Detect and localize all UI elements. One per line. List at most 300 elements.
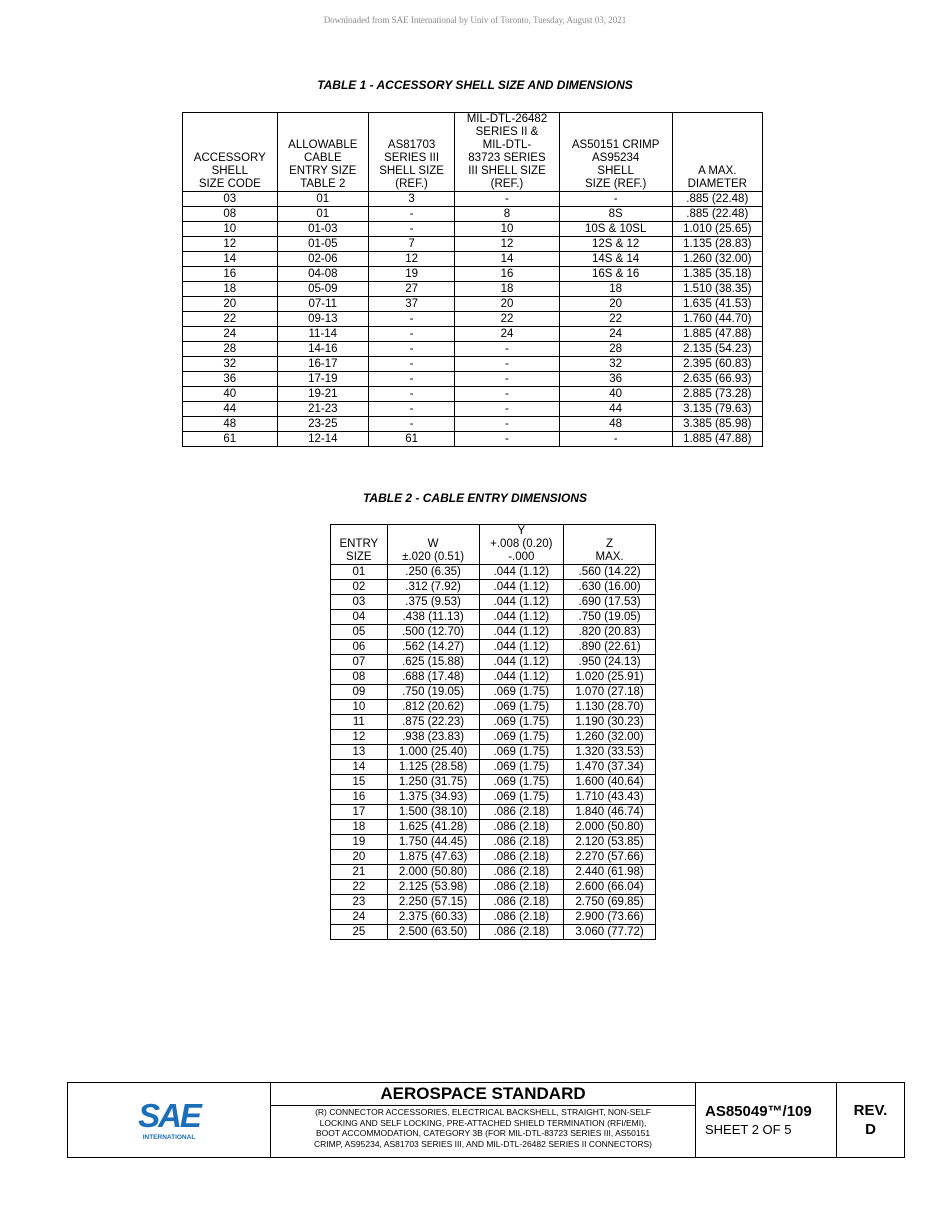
table-cell: 3.135 (79.63) (672, 402, 762, 417)
table-cell: 16-17 (277, 357, 368, 372)
revision-label: REV. (853, 1102, 888, 1119)
table-cell: 1.840 (46.74) (564, 805, 656, 820)
table-row (183, 192, 763, 207)
table-cell: 1.125 (28.58) (387, 760, 479, 775)
table-cell: 19 (369, 267, 455, 282)
table-cell: .044 (1.12) (479, 565, 564, 580)
table-cell: 16 (455, 267, 560, 282)
table-cell: 2.750 (69.85) (564, 895, 656, 910)
header-line: ENTRY (339, 538, 379, 550)
table-row (183, 357, 763, 372)
table-cell: 24 (559, 327, 672, 342)
header-line: ENTRY SIZE (289, 165, 357, 177)
table-cell: 07-11 (277, 297, 368, 312)
table-cell: 24 (331, 910, 388, 925)
table-cell: 1.250 (31.75) (387, 775, 479, 790)
table-cell: .086 (2.18) (479, 835, 564, 850)
table-cell: .250 (6.35) (387, 565, 479, 580)
table1-header-col-5 (559, 113, 672, 192)
table-cell: 1.510 (38.35) (672, 282, 762, 297)
table-cell: - (369, 372, 455, 387)
table2-title: TABLE 2 - CABLE ENTRY DIMENSIONS (362, 491, 588, 505)
accessory-shell-size-table (182, 112, 763, 447)
table-cell: .812 (20.62) (387, 700, 479, 715)
table-cell: 10 (455, 222, 560, 237)
table1-header-col-6 (672, 113, 762, 192)
table-cell: .688 (17.48) (387, 670, 479, 685)
table-cell: .086 (2.18) (479, 865, 564, 880)
table-cell: 32 (183, 357, 278, 372)
table-cell: 32 (559, 357, 672, 372)
table-row (183, 237, 763, 252)
table-cell: 22 (331, 880, 388, 895)
table-cell: .625 (15.88) (387, 655, 479, 670)
document-number: AS85049™/109 (705, 1103, 812, 1120)
table-cell: 10 (331, 700, 388, 715)
table-cell: .044 (1.12) (479, 625, 564, 640)
header-line: III SHELL SIZE (468, 165, 546, 177)
header-line: CABLE (303, 152, 342, 164)
table-cell: .086 (2.18) (479, 925, 564, 940)
table-cell: .500 (12.70) (387, 625, 479, 640)
table-row (183, 267, 763, 282)
table-cell: - (369, 417, 455, 432)
table-cell: - (369, 207, 455, 222)
table-cell: 2.000 (50.80) (387, 865, 479, 880)
table-cell: 05 (331, 625, 388, 640)
table-cell: .069 (1.75) (479, 715, 564, 730)
table-cell: 23-25 (277, 417, 368, 432)
table-cell: .690 (17.53) (564, 595, 656, 610)
header-line: SHELL SIZE (379, 165, 444, 177)
table-cell: 12-14 (277, 432, 368, 447)
table-row (183, 222, 763, 237)
table-cell: 2.600 (66.04) (564, 880, 656, 895)
header-line: ACCESSORY (193, 152, 266, 164)
table-cell: 2.885 (73.28) (672, 387, 762, 402)
table-cell: 14 (331, 760, 388, 775)
table-row (331, 805, 656, 820)
table-cell: - (369, 402, 455, 417)
table-cell: 3.060 (77.72) (564, 925, 656, 940)
table-cell: 2.635 (66.93) (672, 372, 762, 387)
table-cell: 1.320 (33.53) (564, 745, 656, 760)
table-cell: 1.470 (37.34) (564, 760, 656, 775)
table-cell: 13 (331, 745, 388, 760)
table-cell: .069 (1.75) (479, 700, 564, 715)
table-cell: 14-16 (277, 342, 368, 357)
table-cell: .820 (20.83) (564, 625, 656, 640)
header-line: SIZE (REF.) (584, 178, 647, 190)
table-cell: 08 (331, 670, 388, 685)
table-cell: 15 (331, 775, 388, 790)
table-cell: .560 (14.22) (564, 565, 656, 580)
table-cell: 1.375 (34.93) (387, 790, 479, 805)
table-cell: 2.000 (50.80) (564, 820, 656, 835)
table-cell: 1.760 (44.70) (672, 312, 762, 327)
table-cell: 12 (369, 252, 455, 267)
table-row (331, 820, 656, 835)
table-cell: .086 (2.18) (479, 850, 564, 865)
table-cell: 11 (331, 715, 388, 730)
table-cell: 04 (331, 610, 388, 625)
table-cell: - (369, 312, 455, 327)
table2-header-col-1 (331, 525, 388, 565)
table-cell: - (369, 342, 455, 357)
table-cell: 36 (559, 372, 672, 387)
table-cell: 1.710 (43.43) (564, 790, 656, 805)
table-row (331, 910, 656, 925)
header-line: SIZE (346, 551, 372, 563)
table-cell: .312 (7.92) (387, 580, 479, 595)
table2-header-col-3 (479, 525, 564, 565)
table-cell: 2.375 (60.33) (387, 910, 479, 925)
table-cell: 2.440 (61.98) (564, 865, 656, 880)
header-line: (REF.) (395, 178, 428, 190)
revision-value: D (865, 1121, 876, 1138)
table-cell: 1.130 (28.70) (564, 700, 656, 715)
table-row (183, 372, 763, 387)
table-cell: 1.625 (41.28) (387, 820, 479, 835)
table-cell: .885 (22.48) (672, 207, 762, 222)
table-row (183, 327, 763, 342)
header-line: W (427, 538, 439, 550)
table-cell: 1.500 (38.10) (387, 805, 479, 820)
table-cell: .630 (16.00) (564, 580, 656, 595)
table-cell: 1.385 (35.18) (672, 267, 762, 282)
sae-logo (68, 1083, 271, 1157)
table-cell: 1.135 (28.83) (672, 237, 762, 252)
table-cell: 25 (331, 925, 388, 940)
table-cell: 18 (331, 820, 388, 835)
table-cell: .375 (9.53) (387, 595, 479, 610)
table-cell: 20 (455, 297, 560, 312)
header-line: ALLOWABLE (288, 139, 358, 151)
table-cell: .069 (1.75) (479, 685, 564, 700)
table-cell: 01-03 (277, 222, 368, 237)
table-cell: 1.635 (41.53) (672, 297, 762, 312)
table-row (331, 610, 656, 625)
table-cell: - (455, 417, 560, 432)
standard-description: (R) CONNECTOR ACCESSORIES, ELECTRICAL BACKSHELL, STRAIGHT, NON-SELF LOCKING AND SELF LOCKING, PRE-ATTACHED SHIELD TERMINATION (RFI/EMI), BOOT ACCOMMODATION, CATEGORY 3B (FOR MIL-DTL-83723 SERIES III, AS50151 CRIMP, AS95234, AS81703 SERIES III, AND MIL-DTL-26482 SERIES II CONNECTORS) (314, 1107, 652, 1149)
table-cell: 16 (183, 267, 278, 282)
table-cell: 2.395 (60.83) (672, 357, 762, 372)
table-cell: .086 (2.18) (479, 895, 564, 910)
table-cell: 1.000 (25.40) (387, 745, 479, 760)
table-cell: .938 (23.83) (387, 730, 479, 745)
table-cell: 20 (331, 850, 388, 865)
table-cell: .069 (1.75) (479, 745, 564, 760)
table-cell: 01 (277, 207, 368, 222)
header-line: Y (517, 525, 526, 537)
table-cell: .069 (1.75) (479, 775, 564, 790)
table-cell: 28 (183, 342, 278, 357)
table-cell: 7 (369, 237, 455, 252)
table-cell: 02 (331, 580, 388, 595)
table-cell: 09-13 (277, 312, 368, 327)
table-row (331, 655, 656, 670)
table-cell: 14 (183, 252, 278, 267)
table-cell: 21-23 (277, 402, 368, 417)
table-row (331, 715, 656, 730)
table-row (331, 790, 656, 805)
table-cell: .044 (1.12) (479, 640, 564, 655)
table-cell: 44 (559, 402, 672, 417)
table-cell: 3 (369, 192, 455, 207)
table-cell: 12 (183, 237, 278, 252)
table-cell: 16S & 16 (559, 267, 672, 282)
table-cell: - (455, 432, 560, 447)
table-cell: 06 (331, 640, 388, 655)
document-id-cell (696, 1083, 837, 1157)
table-cell: 40 (183, 387, 278, 402)
table-cell: 16 (331, 790, 388, 805)
table-row (331, 640, 656, 655)
sheet-number: SHEET 2 OF 5 (705, 1122, 792, 1137)
table-cell: 3.385 (85.98) (672, 417, 762, 432)
table-cell: - (559, 192, 672, 207)
table-cell: 28 (559, 342, 672, 357)
title-block (67, 1082, 905, 1158)
cable-entry-dimensions-table (330, 524, 656, 940)
header-line: Z (606, 538, 614, 550)
header-line: MIL-DTL-26482 (466, 113, 548, 125)
table-cell: 2.250 (57.15) (387, 895, 479, 910)
table-cell: 14S & 14 (559, 252, 672, 267)
table-cell: .069 (1.75) (479, 790, 564, 805)
table-cell: 19-21 (277, 387, 368, 402)
table-row (183, 417, 763, 432)
table-cell: 36 (183, 372, 278, 387)
table-cell: 08 (183, 207, 278, 222)
table-cell: 2.135 (54.23) (672, 342, 762, 357)
header-line: (REF.) (490, 178, 524, 190)
table-cell: - (369, 387, 455, 402)
table-cell: 22 (183, 312, 278, 327)
table-cell: 12S & 12 (559, 237, 672, 252)
table-cell: 20 (559, 297, 672, 312)
table-cell: 21 (331, 865, 388, 880)
table-cell: 1.070 (27.18) (564, 685, 656, 700)
table2-header-col-4 (564, 525, 656, 565)
table-cell: 48 (559, 417, 672, 432)
table-cell: - (455, 192, 560, 207)
header-line: MIL-DTL- (482, 139, 532, 151)
table1-header-col-2 (277, 113, 368, 192)
table-cell: .438 (11.13) (387, 610, 479, 625)
table-cell: 1.600 (40.64) (564, 775, 656, 790)
table-cell: 1.010 (25.65) (672, 222, 762, 237)
table-cell: .890 (22.61) (564, 640, 656, 655)
header-line: 83723 SERIES (468, 152, 546, 164)
table-cell: 8 (455, 207, 560, 222)
header-line: SHELL (597, 165, 634, 177)
table-cell: .044 (1.12) (479, 580, 564, 595)
table-cell: 18 (455, 282, 560, 297)
table-cell: 1.875 (47.63) (387, 850, 479, 865)
table-cell: 1.190 (30.23) (564, 715, 656, 730)
table-cell: 2.125 (53.98) (387, 880, 479, 895)
table-cell: - (455, 402, 560, 417)
table-cell: 18 (559, 282, 672, 297)
table-row (331, 865, 656, 880)
table1-title: TABLE 1 - ACCESSORY SHELL SIZE AND DIMENSIONS (317, 78, 633, 92)
table-cell: 1.260 (32.00) (672, 252, 762, 267)
header-line: AS50151 CRIMP (571, 139, 660, 151)
table-row (183, 282, 763, 297)
table-row (183, 342, 763, 357)
table-cell: .044 (1.12) (479, 670, 564, 685)
table-cell: 02-06 (277, 252, 368, 267)
table-row (331, 700, 656, 715)
table-cell: 17-19 (277, 372, 368, 387)
sae-logo-subtext: INTERNATIONAL (142, 1134, 196, 1141)
table-cell: .950 (24.13) (564, 655, 656, 670)
table-row (331, 895, 656, 910)
table2-header-col-2 (387, 525, 479, 565)
table-cell: 27 (369, 282, 455, 297)
header-line: SHELL (211, 165, 249, 177)
table-cell: .044 (1.12) (479, 610, 564, 625)
table-cell: 1.885 (47.88) (672, 432, 762, 447)
table-row (331, 670, 656, 685)
table-row (331, 730, 656, 745)
table-cell: 40 (559, 387, 672, 402)
table-row (331, 565, 656, 580)
table-cell: - (455, 387, 560, 402)
table-cell: - (369, 327, 455, 342)
table-row (183, 432, 763, 447)
table-cell: 17 (331, 805, 388, 820)
table-row (331, 775, 656, 790)
table-cell: .750 (19.05) (564, 610, 656, 625)
table-cell: 1.260 (32.00) (564, 730, 656, 745)
header-line: SERIES III (384, 152, 440, 164)
table-row (331, 625, 656, 640)
table-cell: 09 (331, 685, 388, 700)
table-row (331, 595, 656, 610)
table-cell: 11-14 (277, 327, 368, 342)
table-cell: 8S (559, 207, 672, 222)
table-row (331, 760, 656, 775)
sae-logo-graphic (130, 1098, 208, 1142)
table1-header-col-4 (455, 113, 560, 192)
sae-logo-wordmark: SAE (138, 1098, 200, 1134)
table-row (183, 207, 763, 222)
header-line: TABLE 2 (300, 178, 346, 190)
download-watermark: Downloaded from SAE International by Univ of Toronto, Tuesday, August 03, 2021 (323, 15, 627, 25)
table-cell: 04-08 (277, 267, 368, 282)
table-cell: .562 (14.27) (387, 640, 479, 655)
header-line: +.008 (0.20) (490, 538, 553, 550)
table-cell: 24 (455, 327, 560, 342)
table-cell: .875 (22.23) (387, 715, 479, 730)
header-line: SIZE CODE (198, 178, 261, 190)
table-cell: .750 (19.05) (387, 685, 479, 700)
table-cell: .086 (2.18) (479, 880, 564, 895)
table-row (183, 387, 763, 402)
table-cell: 01 (277, 192, 368, 207)
header-line: ±.020 (0.51) (402, 551, 465, 563)
table-cell: .044 (1.12) (479, 595, 564, 610)
table-cell: 10 (183, 222, 278, 237)
table-cell: 22 (455, 312, 560, 327)
standard-title: AEROSPACE STANDARD (271, 1083, 695, 1106)
table-cell: 10S & 10SL (559, 222, 672, 237)
table-cell: .885 (22.48) (672, 192, 762, 207)
table-cell: .086 (2.18) (479, 910, 564, 925)
table-cell: 22 (559, 312, 672, 327)
table-cell: - (369, 357, 455, 372)
table-cell: 20 (183, 297, 278, 312)
table-row (331, 835, 656, 850)
table-cell: 2.270 (57.66) (564, 850, 656, 865)
table-cell: - (369, 222, 455, 237)
header-line: AS95234 (591, 152, 640, 164)
table-cell: 12 (455, 237, 560, 252)
table-row (183, 252, 763, 267)
table1-header-col-3 (369, 113, 455, 192)
table-cell: .069 (1.75) (479, 730, 564, 745)
table-cell: - (455, 342, 560, 357)
table-cell: 01-05 (277, 237, 368, 252)
header-line: DIAMETER (687, 178, 747, 190)
table-cell: 61 (369, 432, 455, 447)
table-cell: .086 (2.18) (479, 820, 564, 835)
table-row (331, 745, 656, 760)
header-line: A MAX. (698, 165, 737, 177)
table-cell: - (455, 357, 560, 372)
table-cell: - (455, 372, 560, 387)
table-row (183, 297, 763, 312)
table-row (183, 402, 763, 417)
title-block-center (271, 1083, 696, 1157)
table-row (183, 312, 763, 327)
table-cell: 14 (455, 252, 560, 267)
table-cell: 1.750 (44.45) (387, 835, 479, 850)
table-row (331, 880, 656, 895)
table-cell: .086 (2.18) (479, 805, 564, 820)
table-cell: 05-09 (277, 282, 368, 297)
table-cell: 23 (331, 895, 388, 910)
table-cell: .069 (1.75) (479, 760, 564, 775)
table-cell: 2.900 (73.66) (564, 910, 656, 925)
revision-cell (837, 1083, 904, 1157)
table-cell: 2.120 (53.85) (564, 835, 656, 850)
table-cell: 1.020 (25.91) (564, 670, 656, 685)
table-row (331, 685, 656, 700)
table1-header-col-1 (183, 113, 278, 192)
table-cell: 2.500 (63.50) (387, 925, 479, 940)
table-cell: 18 (183, 282, 278, 297)
table-cell: .044 (1.12) (479, 655, 564, 670)
table-cell: 07 (331, 655, 388, 670)
header-line: MAX. (595, 551, 624, 563)
table-cell: 01 (331, 565, 388, 580)
table-cell: 12 (331, 730, 388, 745)
table-cell: 03 (183, 192, 278, 207)
table-cell: - (559, 432, 672, 447)
table-cell: 1.885 (47.88) (672, 327, 762, 342)
table-cell: 44 (183, 402, 278, 417)
table-cell: 03 (331, 595, 388, 610)
table-cell: 37 (369, 297, 455, 312)
table-row (331, 850, 656, 865)
table-cell: 61 (183, 432, 278, 447)
table-cell: 48 (183, 417, 278, 432)
table-row (331, 925, 656, 940)
header-line: AS81703 (387, 139, 436, 151)
